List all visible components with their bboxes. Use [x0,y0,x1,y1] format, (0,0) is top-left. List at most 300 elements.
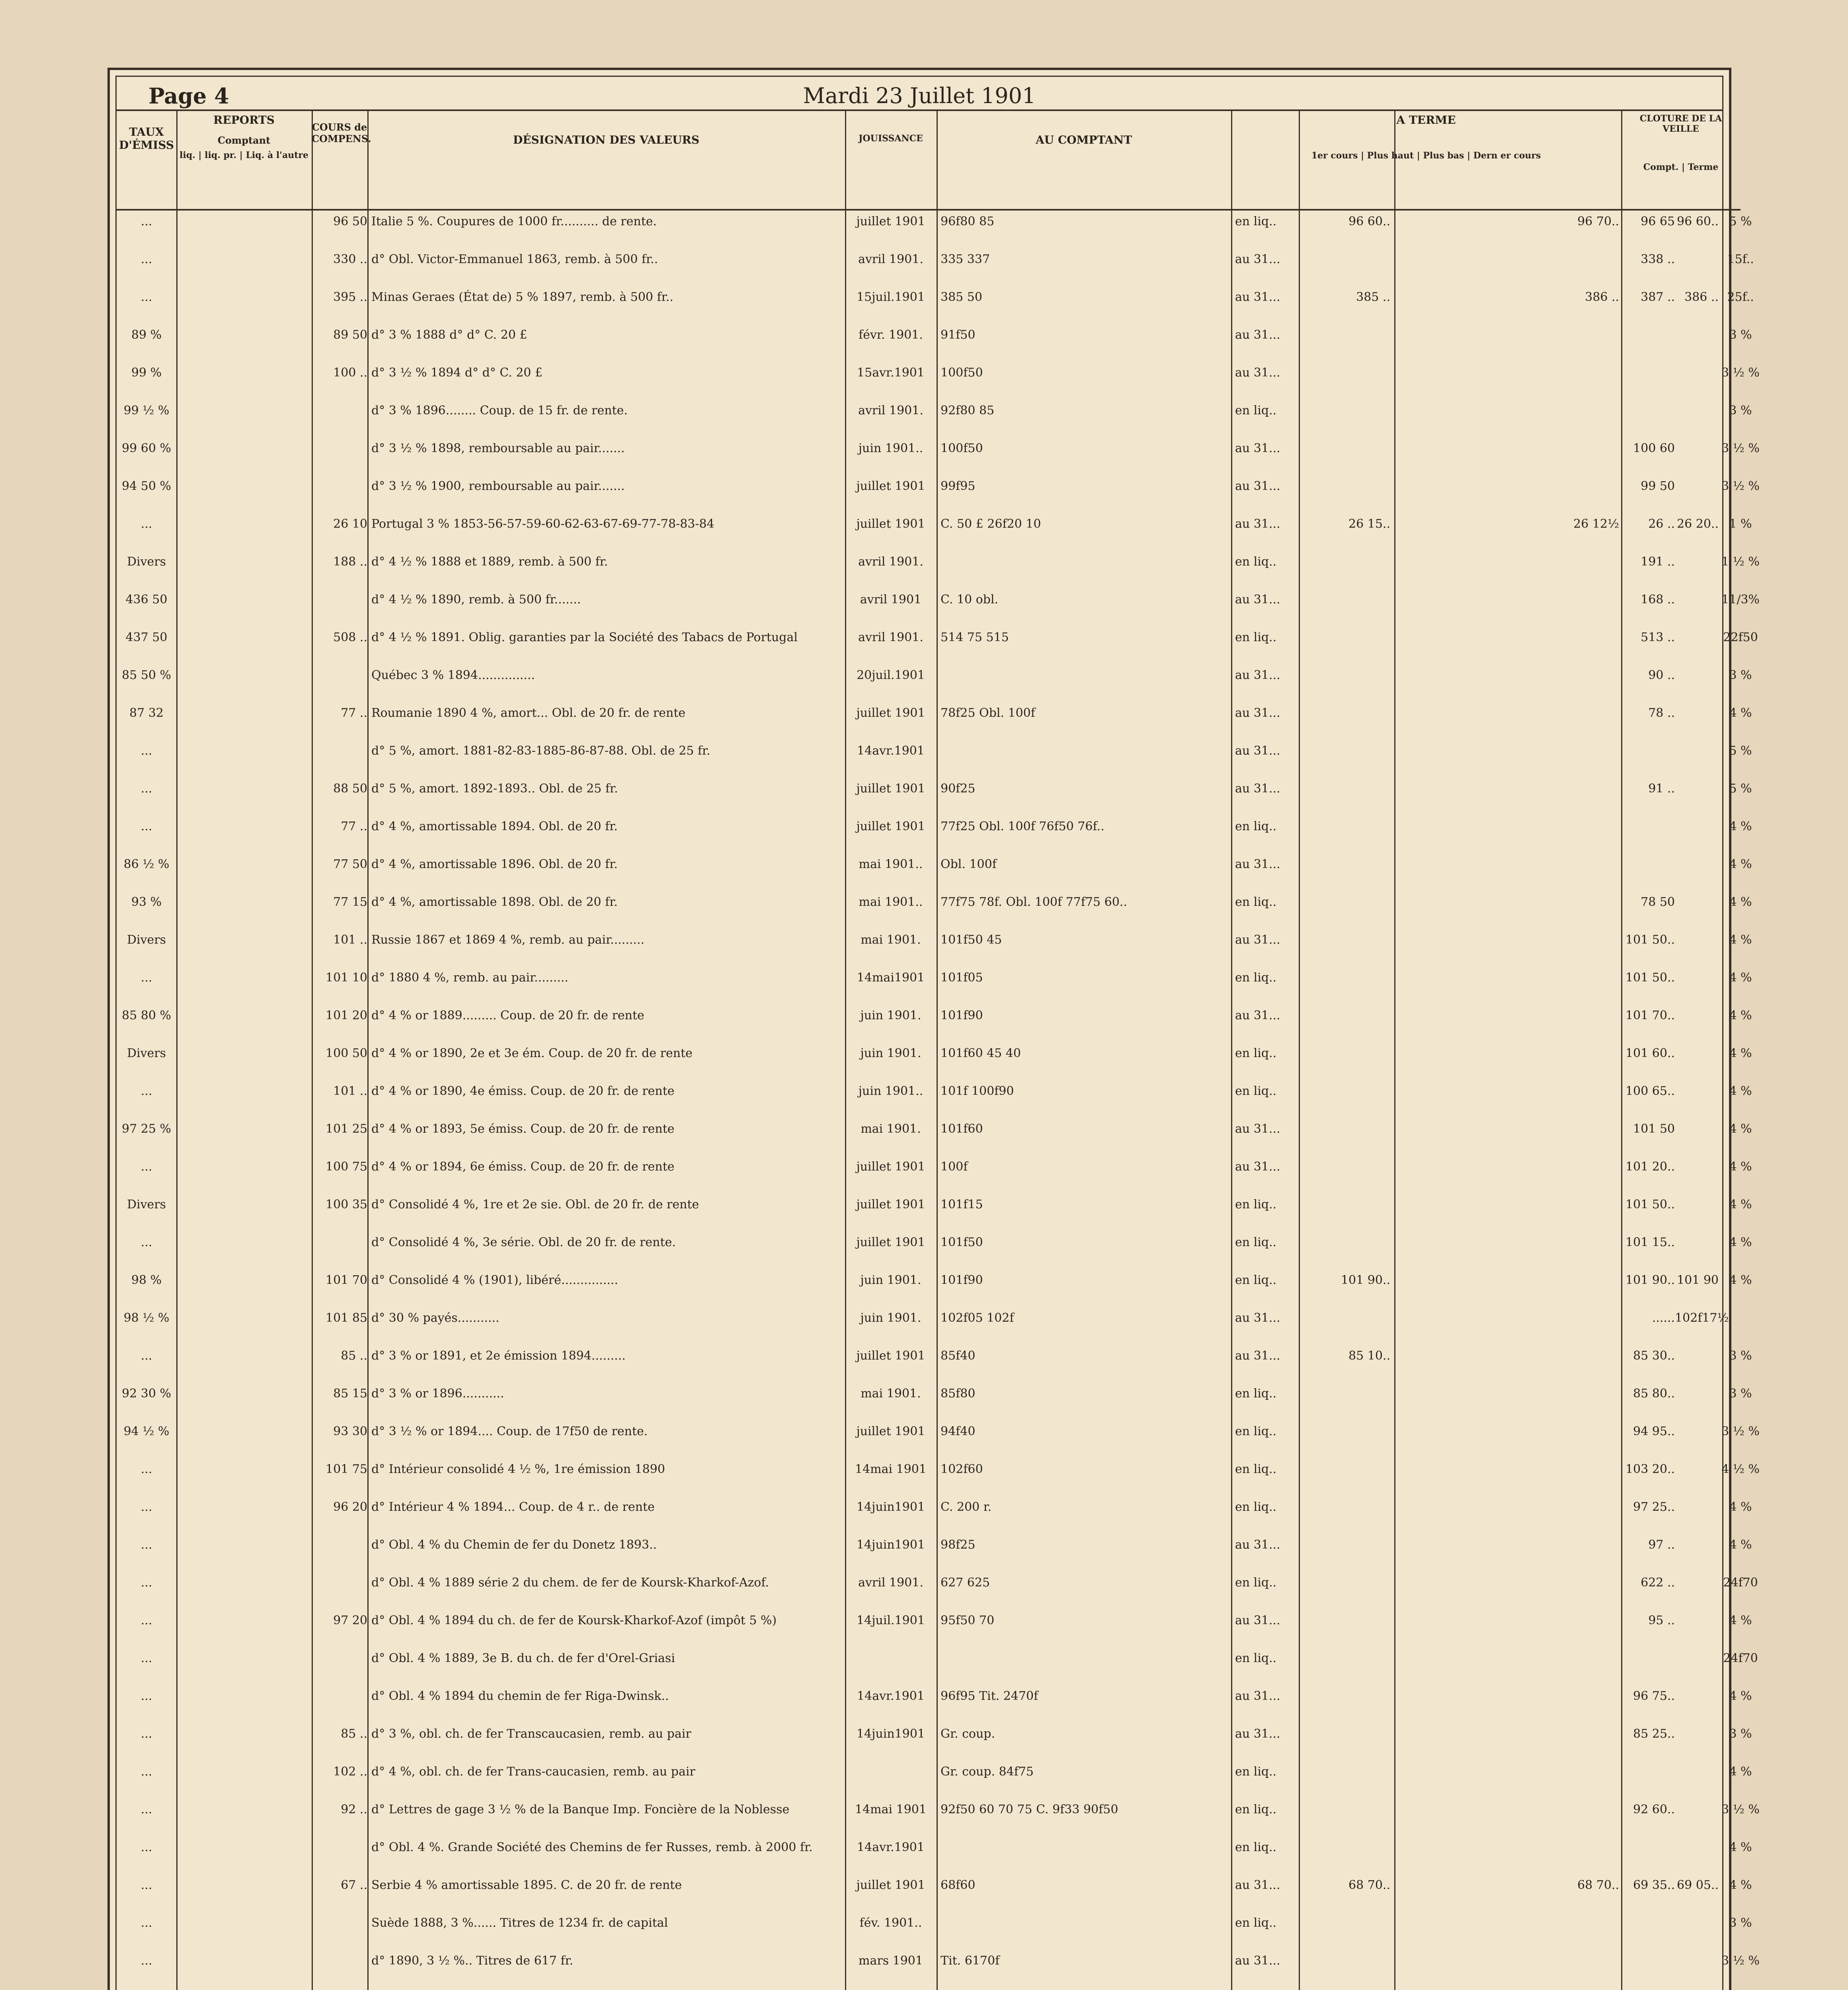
cell-mode: en liq.. [1235,1424,1277,1438]
cell-cours: 101 .. [333,1084,367,1098]
cell-interet: 3 ½ % [1721,366,1760,380]
cell-cours: 85 .. [341,1727,367,1741]
col-jouissance: JOUISSANCE [845,109,937,211]
cell-jouissance: juillet 1901 [856,1160,925,1174]
cell-designation: Portugal 3 % 1853-56-57-59-60-62-63-67-69-77-78-83-84 [371,517,714,531]
cell-interet: 3 ½ % [1721,479,1760,493]
cell-comptant: 101f50 45 [941,933,1002,947]
cell-mode: en liq.. [1235,1765,1277,1779]
cell-jouissance: juin 1901. [860,1009,921,1022]
cell-comptant: 385 50 [941,290,982,304]
cell-cours: 97 20 [333,1613,367,1627]
cell-designation: d° 4 %, amortissable 1898. Obl. de 20 fr. [371,895,618,909]
cell-jouissance: juillet 1901 [856,517,925,531]
cell-taux: ... [141,1954,152,1968]
cell-interet: 5 % [1729,215,1752,228]
cell-mode: au 31... [1235,1311,1280,1325]
cell-compt: ...... [1652,1311,1675,1325]
cell-interet: 4 % [1729,1009,1752,1022]
cell-taux: Divers [127,933,166,947]
table-row [117,1727,1752,1750]
table-row [117,1954,1760,1977]
cell-cours: 77 50 [333,857,367,871]
cell-comptant: 77f75 78f. Obl. 100f 77f75 60.. [941,895,1127,909]
cell-dernier: 96 70.. [1577,215,1619,228]
cell-compt: 101 70.. [1625,1009,1675,1022]
cell-taux: ... [141,1235,152,1249]
cell-designation: Minas Geraes (État de) 5 % 1897, remb. à 500 fr.. [371,290,673,304]
cell-comptant: 95f50 70 [941,1613,995,1627]
cell-mode: en liq.. [1235,1198,1277,1212]
cell-mode: au 31... [1235,1727,1280,1741]
cell-jouissance: mars 1901 [859,1954,923,1968]
table-row [117,215,1752,238]
cell-comptant: 94f40 [941,1424,976,1438]
cell-taux: ... [141,1462,152,1476]
cell-mode: au 31... [1235,290,1280,304]
cell-jouissance: avril 1901 [860,593,922,607]
cell-designation: Suède 1888, 3 %...... Titres de 1234 fr. de capital [371,1916,668,1930]
cell-mode: en liq.. [1235,1651,1277,1665]
cell-compt: 101 50.. [1625,933,1675,947]
cell-comptant: Gr. coup. 84f75 [941,1765,1034,1779]
cell-interet: 4 % [1729,819,1752,833]
cell-compt: 100 65.. [1625,1084,1675,1098]
cell-interet: 5 % [1729,782,1752,796]
cell-designation: d° 1890, 3 ½ %.. Titres de 617 fr. [371,1954,574,1968]
table-row [117,517,1752,540]
cell-mode: au 31... [1235,366,1280,380]
cell-mode: au 31... [1235,479,1280,493]
table-row [117,1273,1752,1296]
cell-compt: 97 25.. [1633,1500,1675,1514]
cell-taux: 94 50 % [122,479,171,493]
cell-compt: 191 .. [1641,555,1675,569]
cell-designation: d° 4 %, obl. ch. de fer Trans-caucasien, remb. au pair [371,1765,695,1779]
cell-compt: 168 .. [1641,593,1675,607]
cell-comptant: 101f90 [941,1009,983,1022]
cell-comptant: 92f50 60 70 75 C. 9f33 90f50 [941,1803,1118,1816]
cell-compt: 101 50.. [1625,971,1675,985]
cell-taux: ... [141,819,152,833]
cell-terme: 101 90 [1677,1273,1719,1287]
cell-taux: ... [141,1613,152,1627]
cell-mode: au 31... [1235,933,1280,947]
cell-cours: 100 75 [326,1160,367,1174]
cell-cours: 395 .. [333,290,367,304]
cell-interet: 1 % [1729,517,1752,531]
cell-jouissance: 14avr.1901 [857,1840,925,1854]
cell-comptant: 92f80 85 [941,404,995,418]
cell-comptant: 98f25 [941,1538,976,1552]
cell-jouissance: 14juil.1901 [857,1613,925,1627]
table-row [117,1009,1752,1032]
table-row [117,593,1760,616]
cell-cours: 101 75 [326,1462,367,1476]
cell-mode: au 31... [1235,782,1280,796]
cell-comptant: C. 10 obl. [941,593,999,607]
cell-designation: d° 4 ½ % 1890, remb. à 500 fr....... [371,593,581,607]
cell-mode: en liq.. [1235,555,1277,569]
cell-interet: 3 ½ % [1721,1803,1760,1816]
cell-mode: au 31... [1235,593,1280,607]
cell-designation: d° 3 % or 1891, et 2e émission 1894......... [371,1349,626,1363]
cell-mode: au 31... [1235,252,1280,266]
table-row [117,933,1752,956]
cell-comptant: 101f15 [941,1198,983,1212]
cell-compt: 78 .. [1648,706,1675,720]
cell-jouissance: 15avr.1901 [857,366,925,380]
table-row [117,555,1760,578]
cell-designation: Serbie 4 % amortissable 1895. C. de 20 fr. de rente [371,1878,682,1892]
cell-jouissance: juillet 1901 [856,782,925,796]
table-row [117,252,1754,275]
table-row [117,782,1752,805]
cell-designation: d° 30 % payés........... [371,1311,500,1325]
cell-comptant: 101f05 [941,971,983,985]
cell-comptant: 96f95 Tit. 2470f [941,1689,1038,1703]
newspaper-page [107,68,1760,1990]
cell-premier: 68 70.. [1348,1878,1390,1892]
cell-interet: 3 % [1729,1349,1752,1363]
cell-mode: en liq.. [1235,1500,1277,1514]
cell-jouissance: mai 1901. [861,1122,921,1136]
cell-taux: 97 25 % [122,1122,171,1136]
cell-comptant: 78f25 Obl. 100f [941,706,1035,720]
table-row [117,1803,1760,1826]
cell-designation: d° 5 %, amort. 1892-1893.. Obl. de 25 fr. [371,782,618,796]
cell-taux: 85 50 % [122,668,171,682]
table-row [117,1462,1760,1485]
cell-mode: au 31... [1235,857,1280,871]
cell-designation: d° 3 ½ % or 1894.... Coup. de 17f50 de rente. [371,1424,648,1438]
cell-comptant: 335 337 [941,252,990,266]
cell-mode: en liq.. [1235,1916,1277,1930]
cell-mode: en liq.. [1235,404,1277,418]
cell-compt: 94 95.. [1633,1424,1675,1438]
cell-comptant: 101f60 [941,1122,983,1136]
cell-compt: 622 .. [1641,1576,1675,1590]
cell-interet: 4 % [1729,1689,1752,1703]
cell-jouissance: juillet 1901 [856,706,925,720]
cell-mode: au 31... [1235,441,1280,455]
cell-interet: 22f50 [1723,630,1758,644]
cell-jouissance: juillet 1901 [856,1878,925,1892]
cell-jouissance: fév. 1901.. [859,1916,922,1930]
page-date: Mardi 23 Juillet 1901 [803,83,1036,108]
cell-jouissance: avril 1901. [858,404,923,418]
table-row [117,1387,1752,1410]
cell-interet: 4 % [1729,1840,1752,1854]
cell-taux: 99 ½ % [123,404,170,418]
cell-jouissance: juin 1901. [860,1273,921,1287]
cell-taux: ... [141,1084,152,1098]
table-row [117,366,1760,389]
cell-comptant: 102f05 102f [941,1311,1014,1325]
cell-interet: 3 ½ % [1721,1954,1760,1968]
cell-cours: 101 25 [326,1122,367,1136]
cell-jouissance: févr. 1901. [859,328,923,342]
table-row [117,706,1752,729]
cell-compt: 96 75.. [1633,1689,1675,1703]
table-row [117,1046,1752,1069]
cell-taux: 92 30 % [122,1387,171,1401]
cell-compt: 90 .. [1648,668,1675,682]
cell-designation: d° 1880 4 %, remb. au pair......... [371,971,568,985]
table-row [117,290,1754,313]
cell-mode: au 31... [1235,1122,1280,1136]
cell-jouissance: mai 1901. [861,933,921,947]
cell-taux: ... [141,290,152,304]
cell-interet: 5 % [1729,744,1752,758]
table-row [117,1349,1752,1372]
cell-cours: 100 35 [326,1198,367,1212]
cell-taux: ... [141,1765,152,1779]
cell-terme: 69 05.. [1677,1878,1719,1892]
cell-mode: au 31... [1235,1349,1280,1363]
table-row [117,1576,1758,1599]
cell-jouissance: 14avr.1901 [857,744,925,758]
cell-mode: au 31... [1235,1878,1280,1892]
cell-cours: 67 .. [341,1878,367,1892]
table-row [117,1500,1752,1523]
cell-mode: au 31... [1235,706,1280,720]
cell-jouissance: 14juin1901 [856,1538,925,1552]
cell-compt: 103 20.. [1625,1462,1675,1476]
cell-cours: 77 15 [333,895,367,909]
cell-comptant: 627 625 [941,1576,990,1590]
cell-taux: ... [141,782,152,796]
table-row [117,1651,1758,1674]
cell-designation: Russie 1867 et 1869 4 %, remb. au pair......... [371,933,645,947]
cell-mode: en liq.. [1235,1803,1277,1816]
cell-comptant: 100f50 [941,366,983,380]
cell-comptant: 101f90 [941,1273,983,1287]
cell-designation: d° 3 ½ % 1900, remboursable au pair....... [371,479,625,493]
cell-designation: d° 3 % 1888 d° d° C. 20 £ [371,328,527,342]
cell-compt: 101 90.. [1625,1273,1675,1287]
cell-designation: d° 3 ½ % 1898, remboursable au pair....... [371,441,625,455]
cell-taux: ... [141,1576,152,1590]
cell-compt: 95 .. [1648,1613,1675,1627]
cell-designation: d° Obl. 4 %. Grande Société des Chemins de fer Russes, remb. à 2000 fr. [371,1840,813,1854]
cell-comptant: Obl. 100f [941,857,997,871]
cell-jouissance: 14juin1901 [856,1727,925,1741]
table-row [117,1613,1752,1637]
table-row [117,668,1752,691]
cell-compt: 513 .. [1641,630,1675,644]
cell-designation: d° 3 %, obl. ch. de fer Transcaucasien, remb. au pair [371,1727,691,1741]
cell-cours: 93 30 [333,1424,367,1438]
cell-designation: d° 4 % or 1889......... Coup. de 20 fr. de rente [371,1009,644,1022]
cell-taux: 94 ½ % [123,1424,170,1438]
cell-taux: ... [141,215,152,228]
cell-designation: d° 4 %, amortissable 1896. Obl. de 20 fr. [371,857,618,871]
cell-designation: d° 5 %, amort. 1881-82-83-1885-86-87-88. Obl. de 25 fr. [371,744,710,758]
cell-taux: 98 ½ % [123,1311,170,1325]
cell-interet: 4 % [1729,1878,1752,1892]
table-row [117,857,1752,880]
cell-compt: 92 60.. [1633,1803,1675,1816]
cell-interet: 4 % [1729,1046,1752,1060]
cell-cours: 100 50 [326,1046,367,1060]
cell-jouissance: juillet 1901 [856,1424,925,1438]
cell-mode: en liq.. [1235,1387,1277,1401]
cell-interet: 4 % [1729,933,1752,947]
table-row [117,1160,1752,1183]
cell-interet: 4 % [1729,1160,1752,1174]
cell-taux: 98 % [131,1273,162,1287]
cell-designation: Italie 5 %. Coupures de 1000 fr.......... de rente. [371,215,657,228]
cell-terme: 102f17½ [1675,1311,1729,1325]
cell-comptant: Gr. coup. [941,1727,995,1741]
cell-interet: 4 % [1729,1500,1752,1514]
cell-premier: 96 60.. [1348,215,1390,228]
cell-terme: 96 60.. [1677,215,1719,228]
cell-designation: d° Obl. 4 % 1894 du chemin de fer Riga-Dwinsk.. [371,1689,669,1703]
cell-compt: 101 15.. [1625,1235,1675,1249]
cell-comptant: 514 75 515 [941,630,1009,644]
cell-taux: Divers [127,555,166,569]
cell-jouissance: avril 1901. [858,630,923,644]
cell-taux: ... [141,744,152,758]
table-row [117,479,1760,502]
cell-cours: 85 .. [341,1349,367,1363]
cell-cours: 101 .. [333,933,367,947]
cell-mode: au 31... [1235,1613,1280,1627]
cell-interet: 4 % [1729,1084,1752,1098]
cell-interet: 3 % [1729,1916,1752,1930]
cell-mode: en liq.. [1235,1840,1277,1854]
cell-cours: 92 .. [341,1803,367,1816]
cell-compt: 101 50.. [1625,1198,1675,1212]
cell-mode: en liq.. [1235,819,1277,833]
cell-mode: en liq.. [1235,1576,1277,1590]
cell-interet: 25f.. [1727,290,1754,304]
table-row [117,1916,1752,1939]
cell-taux: ... [141,517,152,531]
cell-taux: ... [141,1689,152,1703]
cell-cours: 508 .. [333,630,367,644]
cell-jouissance: mai 1901.. [859,857,923,871]
quotation-table [117,211,1760,1990]
cell-compt: 26 .. [1648,517,1675,531]
col-taux: TAUX D'ÉMISS [117,109,176,211]
cell-dernier: 386 .. [1585,290,1619,304]
cell-taux: 436 50 [125,593,168,607]
cell-comptant: 85f40 [941,1349,976,1363]
cell-cours: 101 20 [326,1009,367,1022]
cell-mode: en liq.. [1235,1046,1277,1060]
cell-mode: au 31... [1235,517,1280,531]
cell-comptant: 85f80 [941,1387,976,1401]
cell-compt: 78 50 [1641,895,1675,909]
cell-comptant: 91f50 [941,328,976,342]
cell-interet: 3 % [1729,404,1752,418]
cell-interet: 15f.. [1727,252,1754,266]
cell-taux: ... [141,1538,152,1552]
cell-taux: ... [141,252,152,266]
table-row [117,1198,1752,1221]
cell-taux: ... [141,1840,152,1854]
table-row [117,328,1752,351]
cell-comptant: 102f60 [941,1462,983,1476]
cell-premier: 26 15.. [1348,517,1390,531]
col-designation: DÉSIGNATION DES VALEURS [367,109,845,211]
cell-premier: 85 10.. [1348,1349,1390,1363]
table-frame [115,76,1760,1990]
cell-jouissance: juin 1901. [860,1046,921,1060]
cell-designation: d° Lettres de gage 3 ½ % de la Banque Imp. Foncière de la Noblesse [371,1803,790,1816]
cell-compt: 101 20.. [1625,1160,1675,1174]
cell-cours: 85 15 [333,1387,367,1401]
cell-interet: 3 % [1729,668,1752,682]
cell-comptant: 100f [941,1160,968,1174]
cell-jouissance: juin 1901. [860,1311,921,1325]
col-reports: REPORTS Comptant liq. | liq. pr. | Liq. à l'autre [176,109,312,211]
cell-jouissance: mai 1901. [861,1387,921,1401]
cell-cours: 101 10 [326,971,367,985]
cell-interet: 4 % [1729,895,1752,909]
col-au-comptant: AU COMPTANT [937,109,1231,211]
cell-mode: au 31... [1235,1160,1280,1174]
cell-designation: d° 3 ½ % 1894 d° d° C. 20 £ [371,366,543,380]
table-row [117,1840,1752,1863]
cell-premier: 385 .. [1356,290,1390,304]
cell-taux: ... [141,1651,152,1665]
cell-cours: 101 70 [326,1273,367,1287]
cell-cours: 77 .. [341,706,367,720]
cell-jouissance: 14mai 1901 [855,1462,927,1476]
cell-cours: 102 .. [333,1765,367,1779]
cell-designation: d° 3 % 1896........ Coup. de 15 fr. de rente. [371,404,628,418]
cell-jouissance: 14mai1901 [857,971,925,985]
cell-taux: ... [141,1803,152,1816]
cell-interet: 4 % [1729,1122,1752,1136]
cell-interet: 3 % [1729,1387,1752,1401]
cell-taux: ... [141,1916,152,1930]
cell-designation: d° 4 % or 1894, 6e émiss. Coup. de 20 fr. de rente [371,1160,675,1174]
table-row [117,1122,1752,1145]
cell-comptant: C. 200 r. [941,1500,992,1514]
cell-cours: 89 50 [333,328,367,342]
cell-taux: ... [141,971,152,985]
table-row [117,1235,1752,1258]
cell-mode: au 31... [1235,1689,1280,1703]
cell-taux: 86 ½ % [123,857,170,871]
cell-designation: Roumanie 1890 4 %, amort... Obl. de 20 fr. de rente [371,706,686,720]
cell-cours: 96 20 [333,1500,367,1514]
cell-comptant: 96f80 85 [941,215,995,228]
cell-cours: 100 .. [333,366,367,380]
cell-compt: 338 .. [1641,252,1675,266]
cell-designation: Québec 3 % 1894............... [371,668,535,682]
cell-taux: 99 % [131,366,162,380]
cell-compt: 85 80.. [1633,1387,1675,1401]
cell-comptant: 100f50 [941,441,983,455]
cell-comptant: 99f95 [941,479,976,493]
cell-taux: ... [141,1727,152,1741]
cell-designation: d° Obl. 4 % 1889, 3e B. du ch. de fer d'Orel-Griasi [371,1651,675,1665]
col-a-terme: A TERME 1er cours | Plus haut | Plus bas | Dern er cours [1231,109,1621,211]
cell-cours: 77 .. [341,819,367,833]
cell-taux: 437 50 [125,630,168,644]
table-row [117,1424,1760,1448]
cell-terme: 386 .. [1684,290,1719,304]
cell-comptant: 77f25 Obl. 100f 76f50 76f.. [941,819,1105,833]
cell-jouissance: juin 1901.. [858,1084,923,1098]
cell-mode: au 31... [1235,328,1280,342]
